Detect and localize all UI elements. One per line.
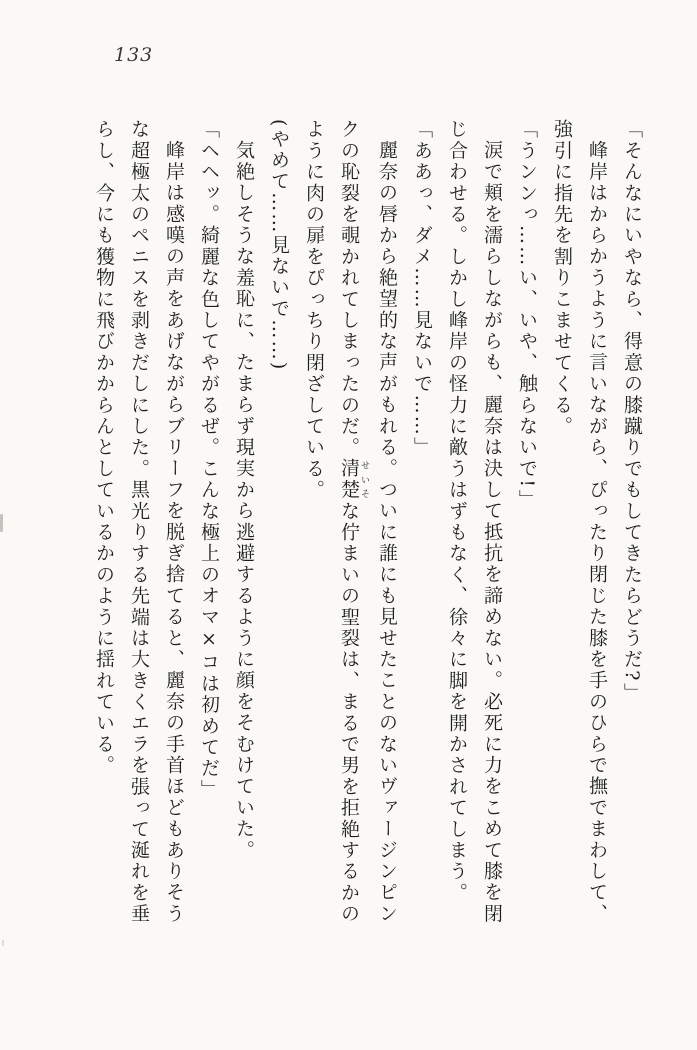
- text-line: じ合わせる。しかし峰岸の怪力に敵うはずもなく、徐々に脚を開かされてしまう。: [446, 119, 468, 904]
- scan-artifact: [0, 514, 3, 532]
- text-line: 「うンンっ……い、いや、触らないで!」: [516, 119, 538, 511]
- scan-artifact: [2, 940, 4, 946]
- text-line: 気絶しそうな羞恥に、たまらず現実から逃避するように顔をそむけていた。: [233, 140, 255, 861]
- text-line: 麗奈の唇から絶望的な声がもれる。ついに誰にも見せたことのないヴァージンピン: [376, 140, 398, 925]
- text-line: クの恥裂を覗かれてしまったのだ。清楚 せいそな佇まいの聖裂は、まるで男を拒絶するかの: [338, 119, 369, 925]
- text-line: 「そんなにいやなら、得意の膝蹴りでもしてきたらどうだ?」: [621, 119, 643, 704]
- text-line: らし、今にも獲物に飛びかからんとしているかのように揺れている。: [93, 119, 115, 777]
- text-line: 「ああっ、ダメ……見ないで……」: [411, 119, 433, 459]
- text-line: 峰岸は感嘆の声をあげながらブリーフを脱ぎ捨てると、麗奈の手首ほどもありそう: [163, 140, 185, 925]
- text-line: な超極太のペニスを剥きだしにした。黒光りする先端は大きくエラを張って涎れを垂: [128, 119, 150, 925]
- page-number: 133: [114, 44, 154, 66]
- ruby-annotated-word: 清楚 せいそ: [338, 458, 369, 501]
- text-line: 「ヘヘッ。綺麗な色してやがるぜ。こんな極上のオマ×コは初めてだ」: [198, 119, 220, 801]
- text-line: 涙で頬を濡らしながらも、麗奈は決して抵抗を諦めない。必死に力をこめて膝を閉: [481, 140, 503, 925]
- text-line: 強引に指先を割りこませてくる。: [551, 119, 573, 437]
- text-line: ように肉の扉をぴっちり閉ざしている。: [303, 119, 325, 501]
- text-line: 峰岸はからかうように言いながら、ぴったり閉じた膝を手のひらで撫でまわして、: [586, 140, 608, 925]
- text-line: (やめて……見ないで……): [268, 119, 290, 372]
- text-block: [86, 119, 649, 943]
